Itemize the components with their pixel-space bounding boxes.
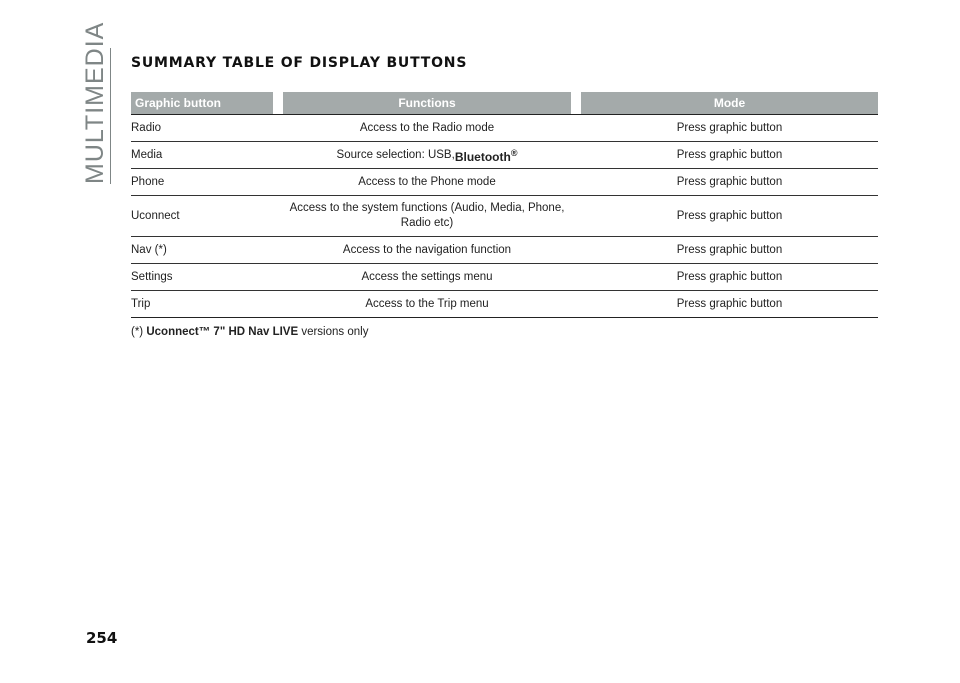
bluetooth-brand: [455, 146, 518, 165]
cell-function: Access to the Radio mode: [359, 121, 495, 134]
cell-mode: Press graphic button: [676, 149, 783, 161]
cell-function: [283, 142, 571, 168]
cell-function: Access to the Phone mode: [358, 175, 496, 188]
header-graphic-button: Graphic button: [131, 92, 273, 114]
cell-function: [283, 196, 571, 236]
table-row: [131, 237, 878, 264]
chapter-label: MULTIMEDIA: [81, 21, 109, 184]
table-row: [131, 264, 878, 291]
table-row: [131, 142, 878, 169]
table-body: [131, 114, 878, 318]
function-prefix: Source selection: USB,: [336, 148, 455, 161]
registered-mark: ®: [510, 147, 518, 158]
footnote-product: Uconnect™ 7" HD Nav LIVE: [146, 326, 299, 338]
table-row: [131, 291, 878, 318]
section-title: SUMMARY TABLE OF DISPLAY BUTTONS: [131, 55, 468, 71]
function-line-2: Radio etc): [400, 217, 454, 229]
cell-button: Uconnect: [131, 210, 180, 222]
cell-button: Nav (*): [131, 244, 167, 256]
footnote-marker: (*): [131, 326, 147, 338]
table-header: [131, 92, 878, 114]
bluetooth-text: Bluetooth: [454, 149, 511, 164]
chapter-divider: [110, 48, 111, 184]
cell-mode: Press graphic button: [676, 298, 783, 310]
cell-function: Access to the navigation function: [342, 243, 512, 256]
cell-mode: Press graphic button: [676, 122, 783, 134]
header-functions: Functions: [283, 92, 571, 114]
cell-mode: Press graphic button: [676, 244, 783, 256]
function-text: [290, 201, 565, 231]
cell-function: Access the settings menu: [361, 270, 493, 283]
cell-button: Settings: [131, 271, 173, 283]
table-footnote: [131, 326, 368, 338]
display-buttons-table: [131, 92, 878, 318]
chapter-side-tab: [80, 21, 110, 184]
cell-button: Radio: [131, 122, 162, 134]
table-row: [131, 169, 878, 196]
cell-function: Access to the Trip menu: [365, 297, 489, 310]
cell-mode: Press graphic button: [676, 176, 783, 188]
table-row: [131, 196, 878, 237]
cell-button: Phone: [131, 176, 165, 188]
cell-button: Trip: [131, 298, 151, 310]
cell-mode: Press graphic button: [676, 271, 783, 283]
header-mode: Mode: [581, 92, 878, 114]
function-line-1: Access to the system functions (Audio, Media, Phone,: [289, 202, 565, 214]
page-number: 254: [86, 629, 118, 647]
cell-mode: Press graphic button: [676, 210, 783, 222]
cell-button: Media: [131, 149, 163, 161]
footnote-suffix: versions only: [298, 326, 369, 338]
table-row: [131, 115, 878, 142]
